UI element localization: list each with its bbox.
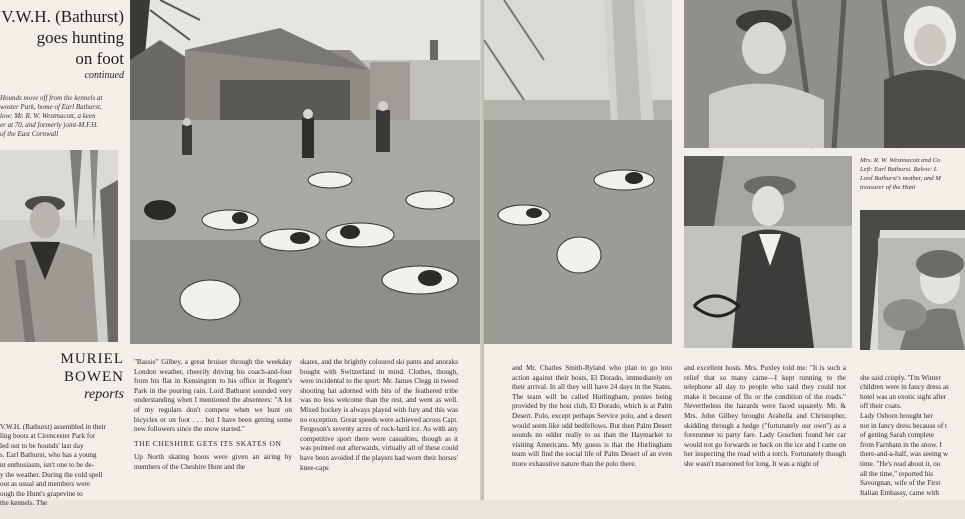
text-column-1	[0, 413, 124, 519]
two-women-photo	[684, 0, 965, 148]
column-2-text: "Bassie" Gilbey, a great bruiser through the weekday London weather, cheerily driving his coach-and-four from his flat in Kensington to his office in Regent's Park in the pouring rain. Lord Bathurst sounded very understanding when I mentioned the absentees: "A lot of my regulars don't compete when we hunt on bicycles or on foot . . . but I have been getting some new followers since the snow started."	[134, 358, 292, 434]
column-5-text: and excellent hosts. Mrs. Puxley told me: "It is such a relief that so many came—I kept running to the telephone all day to people who said they could not make it because of flu or the condition of the roads." Nevertheless the hazards were faced squarely. Mr. & Mrs. John Gilbey brought Arabella and Christopher, skidding through a hedge ("fortunately our own") as a forerunner to party fare. Lady Goschen found her car would not go forwards or back on the ice and I came on her inspecting the road with a torch. Fortunately though she wasn't marooned for long. It was a night of	[684, 364, 846, 468]
text-column-5	[684, 364, 846, 470]
header-line-1: V.W.H. (Bathurst)	[1, 7, 124, 26]
text-column-4	[512, 364, 672, 470]
byline-reports: reports	[84, 387, 124, 402]
woman-in-car-photo	[860, 210, 965, 350]
left-page	[0, 0, 482, 508]
header-line-4: continued	[84, 70, 124, 81]
right-photo-caption: Mrs. R. W. Westmacott and Co Left: Earl Bathurst. Below: L Lord Bathurst's mother, and M treasurer of the Hunt	[860, 157, 941, 191]
column-2-subhead: THE CHESHIRE GETS ITS SKATES ON	[134, 438, 282, 448]
byline-name-1: MURIEL	[60, 351, 124, 367]
column-1-text: V.W.H. (Bathurst) assembled in their ling boots at Cirencester Park for led out to be hounds' last day s. Earl Bathurst, who has a young nt enthusiasm, isn't one to be de- y the weather. During the cold spell out as usual and members were ough the Hunt's grapevine to the kennels. The	[0, 422, 106, 508]
man-in-cap-photo	[0, 150, 118, 342]
header-line-2: goes hunting	[36, 28, 124, 47]
text-column-6	[860, 364, 965, 508]
article-header	[0, 6, 124, 83]
text-column-3	[300, 358, 458, 473]
column-2-text-2: Up North skating boots were given an airing by members of the Cheshire Hunt and the	[134, 453, 292, 471]
text-column-2	[134, 358, 292, 473]
earl-bathurst-photo	[684, 156, 852, 348]
column-4-text: and Mr. Charles Smith-Ryland who plan to go into action against their hosts, El Dorado, immediately on their arrival. In all they will have 24 days in the States. The team will be called Hurlingham, ponies being provided by the host club, El Dorado, which is at Palm Desert. Polo, except perhaps Service polo, and a desert would seem like odd bedfellows. But then Palm Desert sounds no odder really to us than the Haymarket to visiting Americans. My guess is that the Hurlingham team will find the social life of Palm Desert of an even more exhaustive nature than the polo there.	[512, 364, 672, 468]
right-page	[484, 0, 965, 500]
hunt-with-hounds-photo	[130, 0, 482, 344]
byline-name-2: BOWEN	[64, 369, 124, 385]
header-line-3: on foot	[75, 49, 124, 68]
column-6-text: she said crisply. "I'm Winter children were in fancy dress as hotel was an exotic sight after off their coats. Lady Osborn brought her not in fancy dress because of t of getting Sarah complete from Farnham in the snow. I there-and-a-half, was seeing w time. "He's read about it, ou all the time," reported his Savorgnan, wife of the First Italian Embassy, came with	[860, 373, 949, 497]
hunt-with-hounds-photo-right	[484, 0, 672, 344]
left-photo-caption: Hounds move off from the kennels at woster Park, home of Earl Bathurst, low: Mr. R. W. Westmacott, a keen er at 70, and formerly joint-M.F.H. of the East Cornwall	[0, 94, 103, 138]
byline	[0, 350, 124, 404]
column-3-text: skates, and the brightly coloured ski pants and anoraks bought with Switzerland in mind. Clothes, though, were incidental to the sport: Mr. James Clegg in tweed shooting hat adorned with bits of the feathered tribe was no less welcome than the rest, and went as well. Mixed hockey is always played with fury and this was no exception. Great speeds were achieved across Capt. Ferguson's seventy acres of rock-hard ice. As with any competitive sport there were casualties, though as it was pointed out afterwards, virtually all of these could have been avoided if the players had worn their horses' knee-caps	[300, 358, 458, 472]
